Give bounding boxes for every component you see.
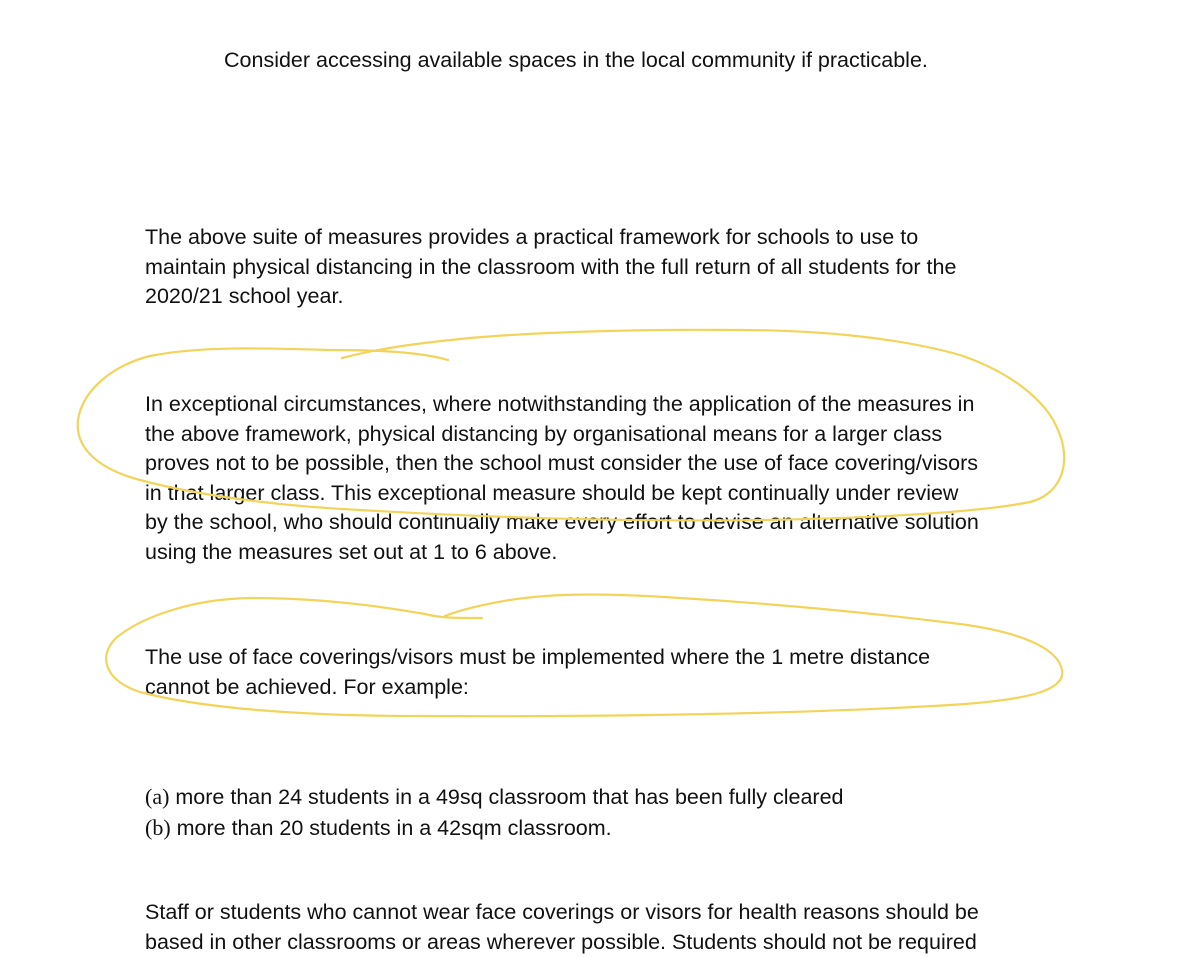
list-item-text: more than 24 students in a 49sq classroom that has been fully cleared <box>169 785 843 809</box>
paragraph-face-coverings <box>145 643 1105 702</box>
paragraph-exceptional-circumstances <box>145 390 1105 567</box>
paragraph-line: in that larger class. This exceptional measure should be kept continually under review <box>145 479 1105 509</box>
list-marker: (a) <box>145 784 169 809</box>
paragraph-line: using the measures set out at 1 to 6 above. <box>145 538 1105 568</box>
list-marker: (b) <box>145 815 171 840</box>
paragraph-line: by the school, who should continually make every effort to devise an alternative solution <box>145 508 1105 538</box>
paragraph-line: cannot be achieved. For example: <box>145 673 1105 703</box>
paragraph-line: the above framework, physical distancing by organisational means for a larger class <box>145 420 1105 450</box>
list-item <box>145 782 1105 813</box>
paragraph-health-reasons <box>145 898 1105 957</box>
paragraph-line: In exceptional circumstances, where notwithstanding the application of the measures in <box>145 390 1105 420</box>
paragraph-line: 2020/21 school year. <box>145 282 1105 312</box>
paragraph-line: maintain physical distancing in the classroom with the full return of all students for the <box>145 253 1105 283</box>
list-item-text: more than 20 students in a 42sqm classroom. <box>171 816 612 840</box>
intro-line: Consider accessing available spaces in the local community if practicable. <box>224 46 1184 76</box>
list-item <box>145 813 1105 844</box>
paragraph-framework <box>145 223 1105 312</box>
paragraph-line: proves not to be possible, then the school must consider the use of face covering/visors <box>145 449 1105 479</box>
paragraph-line: Staff or students who cannot wear face coverings or visors for health reasons should be <box>145 898 1105 928</box>
paragraph-line: The use of face coverings/visors must be implemented where the 1 metre distance <box>145 643 1105 673</box>
paragraph-line: The above suite of measures provides a practical framework for schools to use to <box>145 223 1105 253</box>
examples-list <box>145 782 1105 843</box>
paragraph-line: based in other classrooms or areas wherever possible. Students should not be required <box>145 928 1105 957</box>
